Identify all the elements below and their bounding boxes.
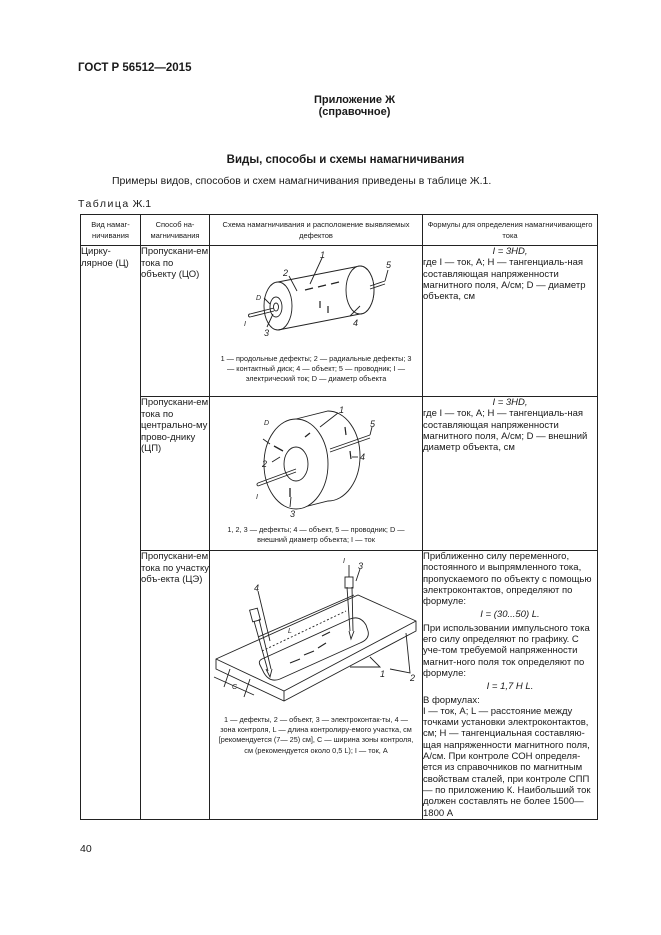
formula-2: I = 1,7 H L. [486, 681, 534, 693]
header-method: Способ на-магничивания [141, 215, 210, 246]
fig2-label-i: I [256, 494, 258, 501]
formula-text-1: Приближенно силу переменного, постоянного и выпрямленного тока, пропускаемого по объекту с помощью электроконтактов, определяют по формуле: [423, 551, 592, 608]
cell-scheme [210, 246, 423, 397]
fig1-label-3: 3 [264, 328, 270, 338]
cell-method: Пропускани-ем тока по объекту (ЦО) [141, 246, 210, 397]
intro-text: Примеры видов, способов и схем намагничивания приведены в таблице Ж.1. [112, 175, 492, 187]
formula-explanation: где I — ток, А; H — тангенциаль-ная составляющая напряженности магнитного поля, А/см; D — диаметр объекта, см [423, 257, 586, 303]
figure-caption: 1 — дефекты, 2 — объект, 3 — электроконтак-ты, 4 — зона контроля, L — длина контролиру-емого участка, см [рекомендуется (7— 25) см], С — ширина зоны контроля, см (рекомендуется около 0,5 L); I — ток, А [218, 715, 414, 755]
fig2-label-1: 1 [339, 405, 345, 415]
appendix-title: Приложение Ж [313, 94, 396, 106]
central-conductor-figure [210, 397, 423, 525]
fig1-label-1: 1 [320, 250, 326, 260]
fig1-label-d: D [256, 295, 262, 302]
table-row [81, 246, 598, 397]
table-label-prefix: Таблица [78, 198, 130, 210]
page-number: 40 [80, 843, 92, 855]
table-header-row [81, 215, 598, 246]
fig3-label-2: 2 [410, 673, 416, 683]
formula-explanation: где I — ток, А; H — тангенциаль-ная составляющая напряженности магнитного поля, А/см; D — внешний диаметр объекта, см [423, 408, 588, 454]
fig1-label-5: 5 [386, 260, 392, 270]
formula: I = 3HD, [492, 246, 528, 257]
header-formula: Формулы для определения намагничивающего тока [423, 215, 598, 246]
appendix-subtitle: (справочное) [318, 106, 391, 118]
cell-scheme [210, 551, 423, 820]
formula-text-4: I — ток, А; L — расстояние между точками установки электроконтактов, см; H — тангенциальная составляю-щая напряженности магнитного поля, А/см. При контроле СОН определя-ется из справочников по магнитным свойствам сталей, при контроле СПП — по приложению К. Наибольший ток должен составлять не более 1500—1800 А [423, 705, 591, 819]
formula: I = 3HD, [492, 397, 528, 408]
fig3-label-c: C [232, 684, 238, 691]
standard-number: ГОСТ Р 56512—2015 [78, 62, 192, 74]
fig2-label-4: 4 [360, 452, 366, 462]
figure-caption: 1 — продольные дефекты; 2 — радиальные дефекты; 3 — контактный диск; 4 — объект; 5 — проводник; I — электрический ток; D — диаметр объекта [220, 354, 412, 384]
fig3-label-4: 4 [254, 583, 260, 593]
circular-object-figure [210, 246, 423, 354]
table-row [81, 551, 598, 820]
formula-text-3: В формулах: [423, 694, 480, 706]
fig3-label-1: 1 [380, 669, 386, 679]
fig3-label-3: 3 [358, 561, 364, 571]
table-row [81, 397, 598, 551]
cell-formula [423, 551, 598, 820]
fig1-label-4: 4 [353, 318, 359, 328]
header-scheme: Схема намагничивания и расположение выявляемых дефектов [210, 215, 423, 246]
header-type: Вид намаг-ничивания [81, 215, 141, 246]
fig2-label-2: 2 [262, 459, 268, 469]
formula-text-2: При использовании импульсного тока его силу определяют по графику. С уче-том требуемой напряженности магнит-ного поля ток определяют по формуле: [423, 622, 590, 679]
table-label-number: Ж.1 [132, 198, 152, 210]
fig1-label-2: 2 [283, 268, 289, 278]
fig2-label-3: 3 [290, 509, 296, 519]
fig1-label-i: I [244, 321, 246, 328]
fig2-label-d: D [264, 420, 270, 427]
cell-method: Пропускани-ем тока по центрально-му прово-днику (ЦП) [141, 397, 210, 551]
cell-formula [423, 397, 598, 551]
cell-scheme [210, 397, 423, 551]
electrode-contact-figure [210, 551, 423, 715]
fig3-label-l: L [288, 628, 292, 635]
section-title: Виды, способы и схемы намагничивания [226, 154, 465, 166]
figure-caption: 1, 2, 3 — дефекты; 4 — объект, 5 — проводник; D — внешний диаметр объекта; I — ток [227, 525, 405, 545]
cell-method: Пропускани-ем тока по участку объ-екта (ЦЭ) [141, 551, 210, 820]
cell-formula [423, 246, 598, 397]
table-label [78, 198, 151, 210]
fig2-label-5: 5 [370, 419, 376, 429]
cell-type: Цирку-лярное (Ц) [81, 246, 141, 820]
magnetization-table [80, 214, 598, 820]
formula-1: I = (30...50) L. [480, 609, 540, 621]
fig3-label-i: I [343, 558, 345, 565]
